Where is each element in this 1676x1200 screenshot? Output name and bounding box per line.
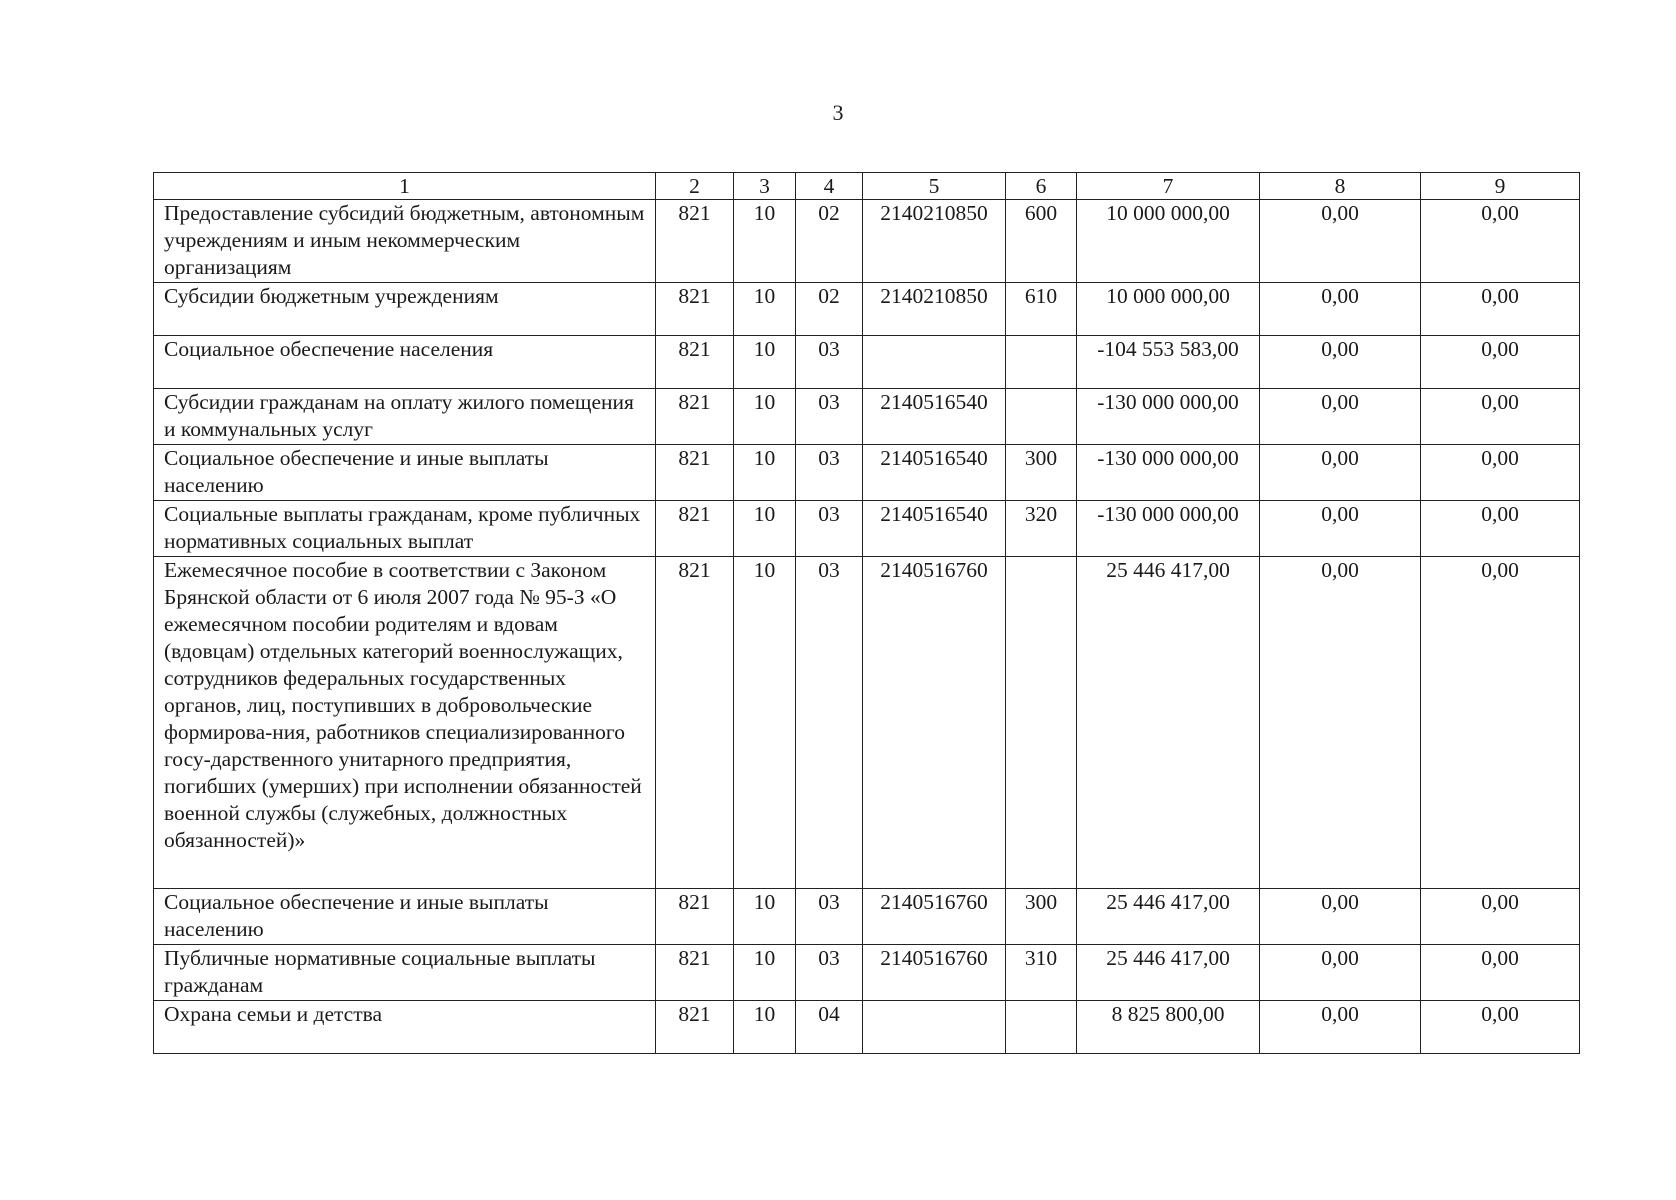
table-row [154,336,1580,389]
grbs-cell: 821 [656,1001,734,1054]
col9-cell: 0,00 [1421,200,1580,283]
target-article-cell: 2140516540 [863,501,1006,557]
table-row [154,889,1580,945]
section-cell: 10 [734,389,796,445]
section-cell: 10 [734,945,796,1001]
expense-type-cell: 610 [1006,283,1077,336]
col8-cell: 0,00 [1260,1001,1421,1054]
table-row [154,557,1580,889]
section-cell: 10 [734,501,796,557]
expense-type-cell [1006,1001,1077,1054]
row-name: Социальное обеспечение и иные выплаты населению [154,889,656,945]
target-article-cell [863,336,1006,389]
target-article-cell: 2140516540 [863,389,1006,445]
section-cell: 10 [734,336,796,389]
amount-cell: 25 446 417,00 [1077,945,1260,1001]
target-article-cell: 2140516760 [863,945,1006,1001]
amount-cell: 10 000 000,00 [1077,283,1260,336]
subsection-cell: 03 [796,557,863,889]
col8-cell: 0,00 [1260,200,1421,283]
column-header: 5 [863,173,1006,200]
column-number-row [154,173,1580,200]
column-header: 4 [796,173,863,200]
amount-cell: 8 825 800,00 [1077,1001,1260,1054]
row-name: Предоставление субсидий бюджетным, автономным учреждениям и иным некоммерческим организациям [154,200,656,283]
row-name: Социальное обеспечение и иные выплаты населению [154,445,656,501]
target-article-cell: 2140210850 [863,283,1006,336]
table-row [154,283,1580,336]
target-article-cell: 2140516540 [863,445,1006,501]
col8-cell: 0,00 [1260,945,1421,1001]
col9-cell: 0,00 [1421,283,1580,336]
subsection-cell: 02 [796,283,863,336]
amount-cell: -130 000 000,00 [1077,389,1260,445]
col8-cell: 0,00 [1260,389,1421,445]
subsection-cell: 04 [796,1001,863,1054]
row-name: Ежемесячное пособие в соответствии с Законом Брянской области от 6 июля 2007 года № 95-З «О ежемесячном пособии родителям и вдовам (вдовцам) отдельных категорий военнослужащих, сотрудников федеральных государственных органов, лиц, поступивших в добровольческие формирова-ния, работников специализированного госу-дарственного унитарного предприятия, погибших (умерших) при исполнении обязанностей военной службы (служебных, должностных обязанностей)» [154,557,656,889]
grbs-cell: 821 [656,557,734,889]
amount-cell: 10 000 000,00 [1077,200,1260,283]
table-row [154,1001,1580,1054]
expense-type-cell [1006,557,1077,889]
col9-cell: 0,00 [1421,501,1580,557]
column-header: 9 [1421,173,1580,200]
expense-type-cell [1006,336,1077,389]
target-article-cell: 2140210850 [863,200,1006,283]
col8-cell: 0,00 [1260,889,1421,945]
grbs-cell: 821 [656,945,734,1001]
expense-type-cell: 300 [1006,889,1077,945]
table-row [154,200,1580,283]
section-cell: 10 [734,445,796,501]
grbs-cell: 821 [656,200,734,283]
grbs-cell: 821 [656,336,734,389]
section-cell: 10 [734,557,796,889]
column-header: 2 [656,173,734,200]
col9-cell: 0,00 [1421,1001,1580,1054]
expense-type-cell: 600 [1006,200,1077,283]
table-row [154,945,1580,1001]
target-article-cell [863,1001,1006,1054]
col9-cell: 0,00 [1421,889,1580,945]
row-name: Субсидии бюджетным учреждениям [154,283,656,336]
subsection-cell: 03 [796,336,863,389]
amount-cell: -130 000 000,00 [1077,501,1260,557]
col8-cell: 0,00 [1260,445,1421,501]
row-name: Публичные нормативные социальные выплаты гражданам [154,945,656,1001]
expense-type-cell: 300 [1006,445,1077,501]
col8-cell: 0,00 [1260,283,1421,336]
page-number: 3 [832,100,844,125]
col8-cell: 0,00 [1260,557,1421,889]
grbs-cell: 821 [656,889,734,945]
table-row [154,445,1580,501]
col8-cell: 0,00 [1260,336,1421,389]
subsection-cell: 03 [796,389,863,445]
subsection-cell: 03 [796,501,863,557]
amount-cell: -104 553 583,00 [1077,336,1260,389]
column-header: 6 [1006,173,1077,200]
column-header: 8 [1260,173,1421,200]
table-row [154,501,1580,557]
amount-cell: 25 446 417,00 [1077,889,1260,945]
budget-table [153,172,1580,1054]
section-cell: 10 [734,1001,796,1054]
col9-cell: 0,00 [1421,557,1580,889]
row-name: Охрана семьи и детства [154,1001,656,1054]
amount-cell: -130 000 000,00 [1077,445,1260,501]
column-header: 3 [734,173,796,200]
expense-type-cell [1006,389,1077,445]
row-name: Социальные выплаты гражданам, кроме публичных нормативных социальных выплат [154,501,656,557]
target-article-cell: 2140516760 [863,557,1006,889]
subsection-cell: 03 [796,945,863,1001]
col8-cell: 0,00 [1260,501,1421,557]
row-name: Субсидии гражданам на оплату жилого помещения и коммунальных услуг [154,389,656,445]
col9-cell: 0,00 [1421,945,1580,1001]
grbs-cell: 821 [656,283,734,336]
col9-cell: 0,00 [1421,336,1580,389]
col9-cell: 0,00 [1421,445,1580,501]
grbs-cell: 821 [656,445,734,501]
subsection-cell: 03 [796,445,863,501]
subsection-cell: 02 [796,200,863,283]
section-cell: 10 [734,283,796,336]
column-header: 7 [1077,173,1260,200]
table-row [154,389,1580,445]
grbs-cell: 821 [656,501,734,557]
target-article-cell: 2140516760 [863,889,1006,945]
row-name: Социальное обеспечение населения [154,336,656,389]
col9-cell: 0,00 [1421,389,1580,445]
subsection-cell: 03 [796,889,863,945]
column-header: 1 [154,173,656,200]
amount-cell: 25 446 417,00 [1077,557,1260,889]
grbs-cell: 821 [656,389,734,445]
expense-type-cell: 310 [1006,945,1077,1001]
section-cell: 10 [734,889,796,945]
section-cell: 10 [734,200,796,283]
expense-type-cell: 320 [1006,501,1077,557]
